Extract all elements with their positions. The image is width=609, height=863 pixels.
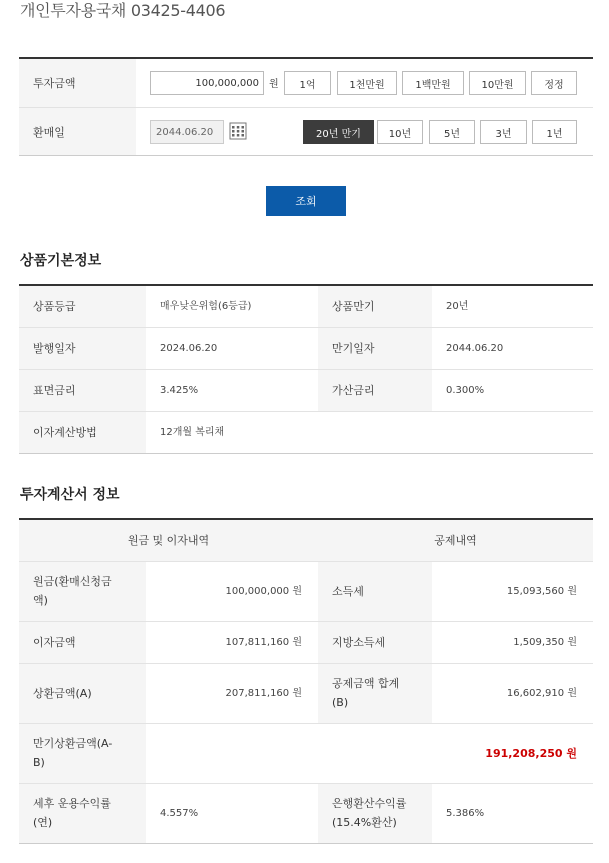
- table-row: [19, 621, 593, 663]
- info-label: 상품등급: [19, 285, 146, 327]
- date-row: [19, 107, 593, 155]
- table-header-row: [19, 519, 593, 561]
- period-3y-button[interactable]: 3년: [480, 120, 527, 144]
- calc-value: 100,000,000 원: [146, 561, 318, 621]
- table-row: [19, 561, 593, 621]
- table-row: [19, 783, 593, 843]
- info-label: 표면금리: [19, 369, 146, 411]
- period-1y-button[interactable]: 1년: [532, 120, 577, 144]
- info-value: 20년: [446, 300, 469, 312]
- search-button[interactable]: 조회: [266, 186, 346, 216]
- add-1m-button[interactable]: 1백만원: [402, 71, 464, 95]
- calc-label: 상환금액(A): [19, 663, 146, 723]
- info-label: 가산금리: [318, 369, 432, 411]
- maturity-label: 만기상환금액(A-B): [19, 723, 146, 783]
- amount-row: [19, 59, 593, 107]
- principal-interest-header: 원금 및 이자내역: [19, 519, 318, 561]
- add-100k-button[interactable]: 10만원: [469, 71, 526, 95]
- yield-value: 4.557%: [146, 783, 318, 843]
- info-label: 발행일자: [19, 327, 146, 369]
- redemption-date-input[interactable]: [150, 120, 224, 144]
- reset-button[interactable]: 정정: [531, 71, 577, 95]
- info-label: 만기일자: [318, 327, 432, 369]
- bank-yield-value: 5.386%: [432, 783, 593, 843]
- calc-info-title: 투자계산서 정보: [20, 487, 120, 503]
- info-label: 이자계산방법: [19, 411, 146, 453]
- calc-label: 원금(환매신청금액): [19, 561, 146, 621]
- page-title: 개인투자용국채 03425-4406: [20, 1, 226, 20]
- period-10y-button[interactable]: 10년: [377, 120, 423, 144]
- info-value: 2044.06.20: [432, 327, 593, 369]
- info-value: 매우낮은위험(6등급): [160, 300, 252, 312]
- yield-label: 세후 운용수익률(연): [19, 783, 146, 843]
- calc-label: 공제금액 합계(B): [318, 663, 432, 723]
- table-row: [19, 663, 593, 723]
- calc-value: 1,509,350 원: [432, 621, 593, 663]
- period-5y-button[interactable]: 5년: [429, 120, 475, 144]
- amount-unit: 원: [269, 79, 279, 90]
- investment-form: [19, 57, 593, 156]
- calendar-icon[interactable]: [229, 122, 247, 140]
- info-value: 12개월 복리채: [146, 411, 593, 453]
- maturity-value: 191,208,250 원: [146, 723, 593, 783]
- deduction-header: 공제내역: [318, 519, 593, 561]
- info-value: 0.300%: [432, 369, 593, 411]
- add-100m-button[interactable]: 1억: [284, 71, 331, 95]
- calc-value: 16,602,910 원: [432, 663, 593, 723]
- info-label: 상품만기: [318, 285, 432, 327]
- calc-label: 소득세: [318, 561, 432, 621]
- table-row: [19, 369, 593, 411]
- amount-input[interactable]: [150, 71, 264, 95]
- table-row: [19, 723, 593, 783]
- info-value: 2024.06.20: [146, 327, 318, 369]
- date-label: 환매일: [19, 108, 136, 155]
- calc-info-table: [19, 518, 593, 844]
- calc-label: 이자금액: [19, 621, 146, 663]
- basic-info-title: 상품기본정보: [20, 253, 102, 269]
- info-value: 3.425%: [146, 369, 318, 411]
- table-row: [19, 327, 593, 369]
- amount-label: 투자금액: [19, 59, 136, 107]
- period-20y-button[interactable]: 20년 만기: [303, 120, 374, 144]
- calc-value: 15,093,560 원: [432, 561, 593, 621]
- add-10m-button[interactable]: 1천만원: [337, 71, 397, 95]
- calc-value: 107,811,160 원: [146, 621, 318, 663]
- calc-label: 지방소득세: [318, 621, 432, 663]
- table-row: [19, 285, 593, 327]
- table-row: [19, 411, 593, 453]
- calc-value: 207,811,160 원: [146, 663, 318, 723]
- bank-yield-label: 은행환산수익률(15.4%환산): [318, 783, 432, 843]
- basic-info-table: [19, 284, 593, 454]
